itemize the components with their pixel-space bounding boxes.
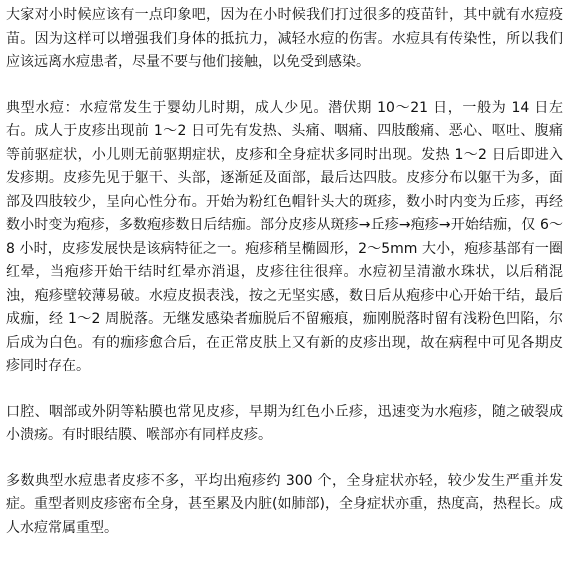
paragraph-intro: 大家对小时候应该有一点印象吧，因为在小时候我们打过很多的疫苗针，其中就有水痘疫苗。因为这样可以增强我们身体的抵抗力，减轻水痘的伤害。水痘具有传染性，所以我们应该远离水痘患者，尽量不要与他们接触，以免受到感染。: [6, 7, 563, 70]
paragraph-mucosa-rash: 口腔、咽部或外阴等粘膜也常见皮疹，早期为红色小丘疹，迅速变为水疱疹，随之破裂成小溃疡。有时眼结膜、喉部亦有同样皮疹。: [6, 403, 563, 443]
paragraph-severity: 多数典型水痘患者皮疹不多，平均出疱疹约 300 个，全身症状亦轻，较少发生严重并发症。重型者则皮疹密布全身，甚至累及内脏(如肺部)，全身症状亦重，热度高，热程长。成人水痘常属重型。: [6, 472, 563, 536]
paragraph-typical-varicella: 典型水痘：水痘常发生于婴幼儿时期，成人少见。潜伏期 10～21 日，一般为 14 日左右。成人于皮疹出现前 1～2 日可先有发热、头痛、咽痛、四肢酸痛、恶心、呕吐、腹痛等前驱症状，小儿则无前驱期症状，皮疹和全身症状多同时出现。发热 1～2 日后即进入发疹期。皮疹先见于躯干、头部，逐渐延及面部，最后达四肢。皮疹分布以躯干为多，面部及四肢较少，呈向心性分布。开始为粉红色帽针头大的斑疹，数小时内变为丘疹，再经数小时变为疱疹，多数疱疹数日后结痂。部分皮疹从斑疹→丘疹→疱疹→开始结痂，仅 6～8 小时，皮疹发展快是该病特征之一。疱疹稍呈椭圆形，2～5mm 大小，疱疹基部有一圈红晕，当疱疹开始干结时红晕亦消退，皮疹往往很痒。水痘初呈清澈水珠状，以后稍混浊，疱疹壁较薄易破。水痘皮损表浅，按之无坚实感，数日后从疱疹中心开始干结，最后成痂，经 1～2 周脱落。无继发感染者痂脱后不留瘢痕，痂刚脱落时留有浅粉色凹陷，尔后成为白色。有的痂疹愈合后，在正常皮肤上又有新的皮疹出现，故在病程中可见各期皮疹同时存在。: [6, 99, 563, 374]
